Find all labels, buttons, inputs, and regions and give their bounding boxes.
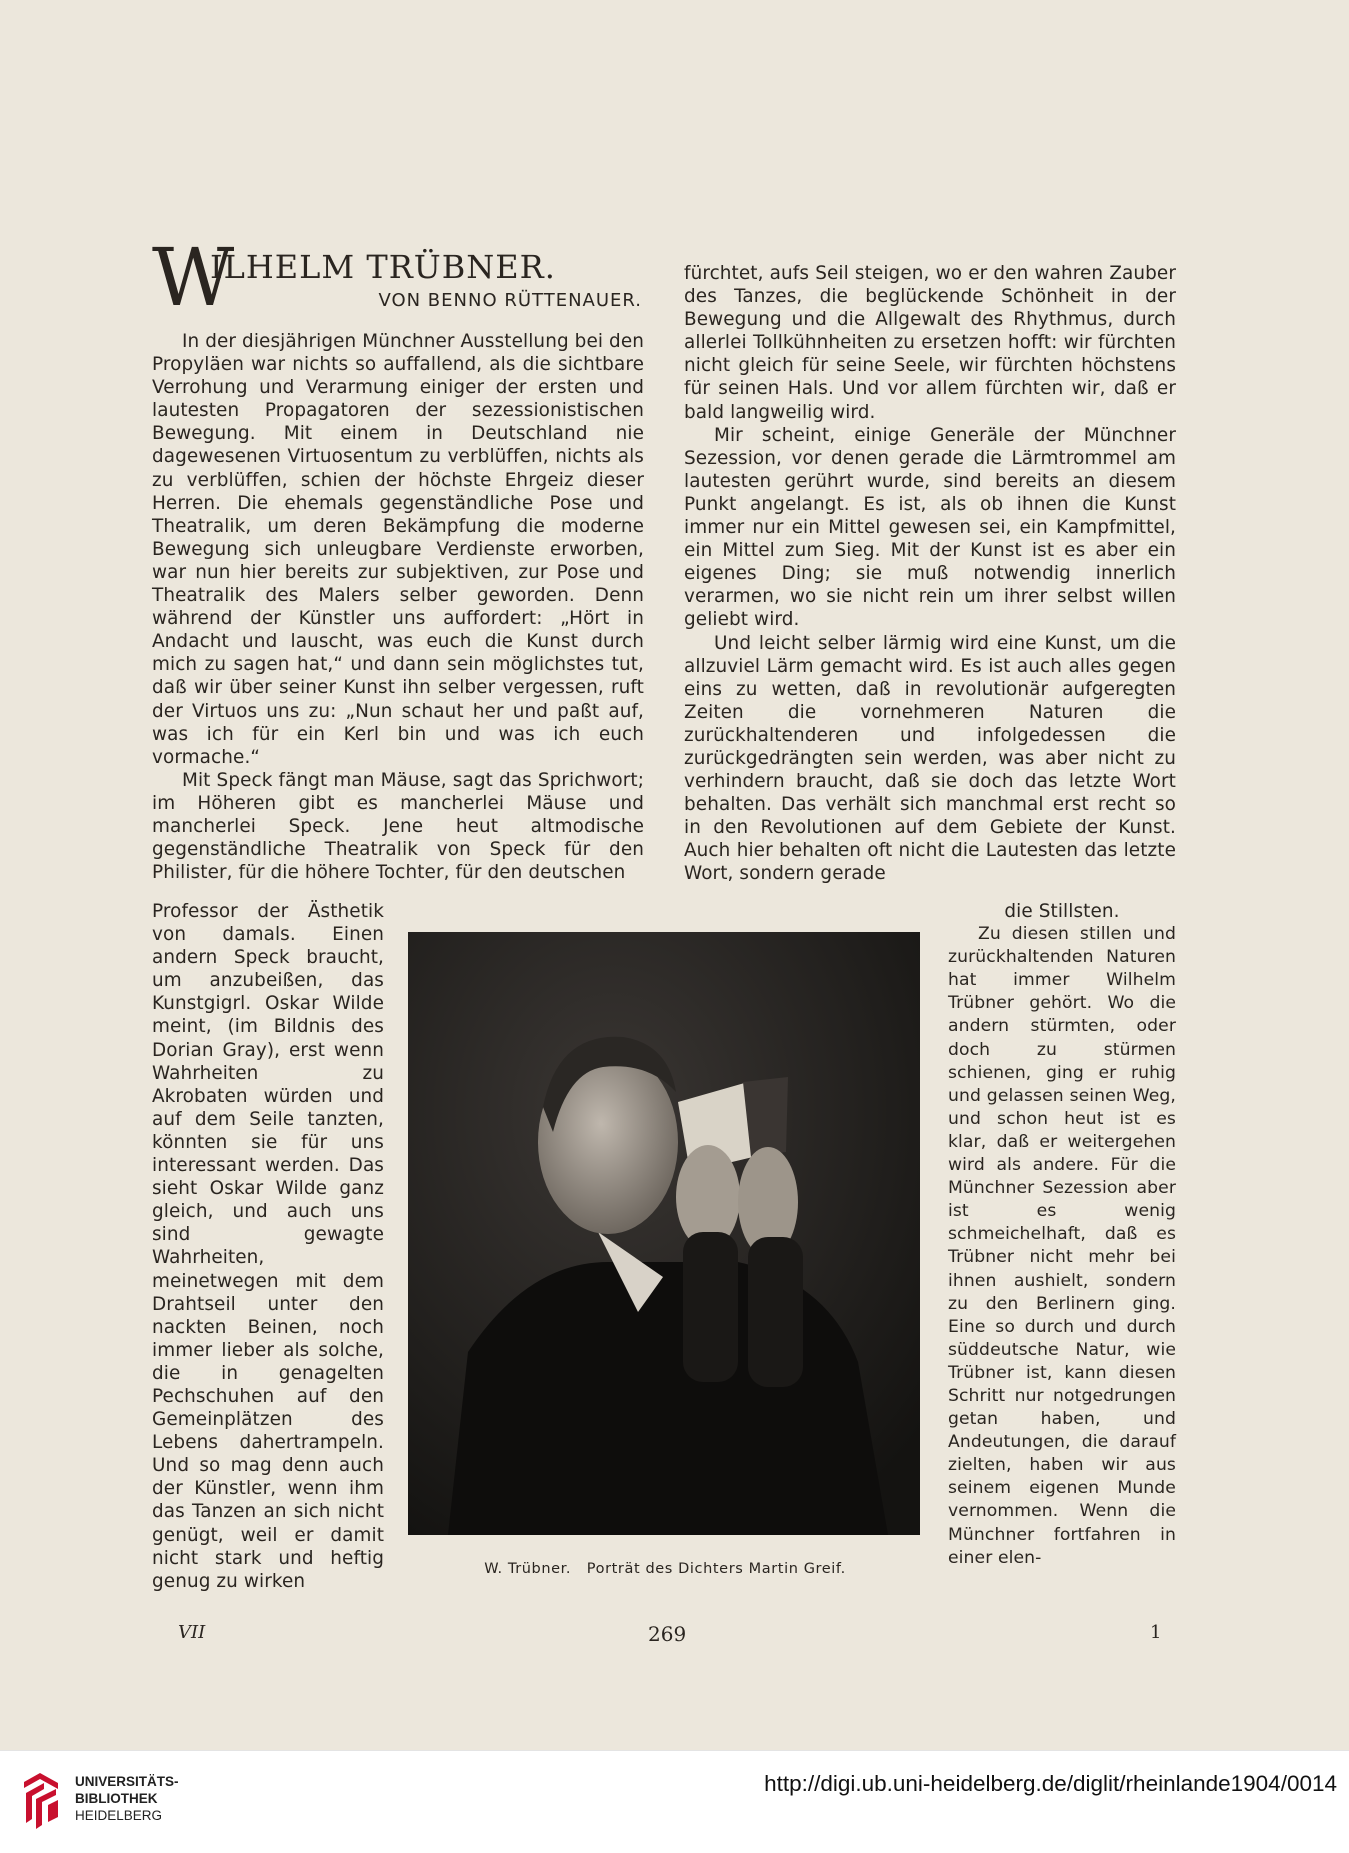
caption-title: Porträt des Dichters Martin Greif. xyxy=(586,1561,846,1577)
byline: VON BENNO RÜTTENAUER. xyxy=(378,290,642,311)
paragraph: In der diesjährigen Münchner Ausstellung bei den Propyläen war nichts so auffallend, als die sichtbare Verrohung und Verarmung einiger der ersten und lautesten Propagatoren der sezessionistischen Bewegung. Mit einem in Deutschland nie dagewesenen Virtuosentum zu verblüffen, nichts als zu verblüffen, schien der höchste Ehrgeiz dieser Herren. Die ehemals gegenständliche Pose und Theatralik, um deren Bekämpfung die moderne Bewegung sich unleugbare Verdienste erworben, war nun hier bereits zur subjektiven, zur Pose und Theatralik des Malers selber geworden. Denn während der Künstler uns auffordert: „Hört in Andacht und lauscht, was euch die Kunst durch mich zu sagen hat,“ und dann sein möglichstes tut, daß wir über seiner Kunst ihn selber vergessen, ruft der Virtuos uns zu: „Nun schaut her und paßt auf, was ich für ein Kerl bin und was ich euch vormache.“ xyxy=(152,331,644,768)
column-left-text xyxy=(152,330,644,884)
library-name-line: BIBLIOTHEK xyxy=(75,1791,158,1806)
title-text: ILHELM TRÜBNER. xyxy=(210,248,556,286)
column-right-text xyxy=(684,262,1176,886)
permalink-url[interactable]: http://digi.ub.uni-heidelberg.de/diglit/rheinlande1904/0014 xyxy=(764,1771,1337,1796)
library-name[interactable] xyxy=(75,1773,179,1824)
portrait-photograph xyxy=(408,932,920,1535)
signature-mark: VII xyxy=(178,1622,206,1643)
library-footer-bar xyxy=(0,1750,1349,1853)
library-name-line: UNIVERSITÄTS- xyxy=(75,1774,179,1789)
figure-caption xyxy=(420,1561,910,1577)
caption-artist: W. Trübner. xyxy=(484,1561,572,1577)
column-right-narrow-text xyxy=(948,900,1176,1570)
university-library-logo-icon[interactable] xyxy=(18,1769,64,1831)
library-name-line: HEIDELBERG xyxy=(75,1808,163,1823)
paragraph: fürchtet, aufs Seil steigen, wo er den wahren Zauber des Tanzes, die beglückende Schönheit in der Bewegung und die Allgewalt des Rhythmus, durch allerlei Tollkühnheiten zu ersetzen hofft: wir fürchten nicht gleich für seine Seele, wir fürchten höchstens für seinen Hals. Und vor allem fürchten wir, daß er bald langweilig wird. xyxy=(684,263,1176,423)
paragraph: Und leicht selber lärmig wird eine Kunst, um die allzuviel Lärm gemacht wird. Es ist auch alles gegen eins zu wetten, daß in revolutionär aufgeregten Zeiten die vornehmeren Naturen die zurückhaltenderen und infolgedessen die zurückgedrängten sein werden, was aber nicht zu verhindern braucht, daß sie doch das letzte Wort behalten. Das verhält sich manchmal erst recht so in den Revolutionen auf dem Gebiete der Kunst. Auch hier behalten oft nicht die Lautesten das letzte Wort, sondern gerade xyxy=(684,632,1176,885)
paragraph: Mit Speck fängt man Mäuse, sagt das Sprichwort; im Höheren gibt es mancherlei Mäuse und mancherlei Speck. Jene heut altmodische gegenständliche Theatralik von Speck für den Philister, für die höhere Tochter, für den deutschen xyxy=(152,769,644,884)
paragraph: die Stillsten. xyxy=(1004,901,1120,922)
portrait-illustration xyxy=(408,932,920,1535)
paragraph: Zu diesen stillen und zurückhaltenden Naturen hat immer Wilhelm Trübner gehört. Wo die andern stürmten, oder doch zu stürmen schienen, ging er ruhig und gelassen seinen Weg, und schon heut ist es klar, daß er weitergehen wird als andere. Für die Münchner Sezession aber ist es wenig schmeichelhaft, daß es Trübner nicht mehr bei ihnen aushielt, sondern zu den Berlinern ging. Eine so durch und durch süddeutsche Natur, wie Trübner ist, kann diesen Schritt nur notgedrungen getan haben, und Andeutungen, die darauf zielten, haben wir aus seinem eigenen Munde vernommen. Wenn die Münchner fortfahren in einer elen- xyxy=(948,924,1176,1568)
page-number: 269 xyxy=(648,1622,687,1646)
paragraph: Mir scheint, einige Generäle der Münchner Sezession, vor denen gerade die Lärmtrommel am lautesten gerührt wurde, sind bereits an diesem Punkt angelangt. Es ist, als ob ihnen die Kunst immer nur ein Mittel gewesen sei, ein Kampfmittel, ein Mittel zum Sieg. Mit der Kunst ist es aber ein eigenes Ding; sie muß notwendig innerlich verarmen, wo sie nicht rein um ihrer selbst willen geliebt wird. xyxy=(684,424,1176,631)
title-initial: W xyxy=(152,231,235,324)
paragraph: Professor der Ästhetik von damals. Einen andern Speck braucht, um anzubeißen, das Kunstgigrl. Oskar Wilde meint, (im Bildnis des Dorian Gray), erst wenn Wahrheiten zu Akrobaten würden und auf dem Seile tanzten, könnten sie für uns interessant werden. Das sieht Oskar Wilde ganz gleich, und auch uns sind gewagte Wahrheiten, meinetwegen mit dem Drahtseil unter den nackten Beinen, noch immer lieber als solche, die in genagelten Pechschuhen auf den Gemeinplätzen des Lebens dahertrampeln. Und so mag denn auch der Künstler, wenn ihm das Tanzen an sich nicht genügt, weil er damit nicht stark und heftig genug zu wirken xyxy=(152,901,384,1592)
column-left-narrow-text xyxy=(152,900,384,1593)
sheet-number: 1 xyxy=(1150,1622,1162,1643)
